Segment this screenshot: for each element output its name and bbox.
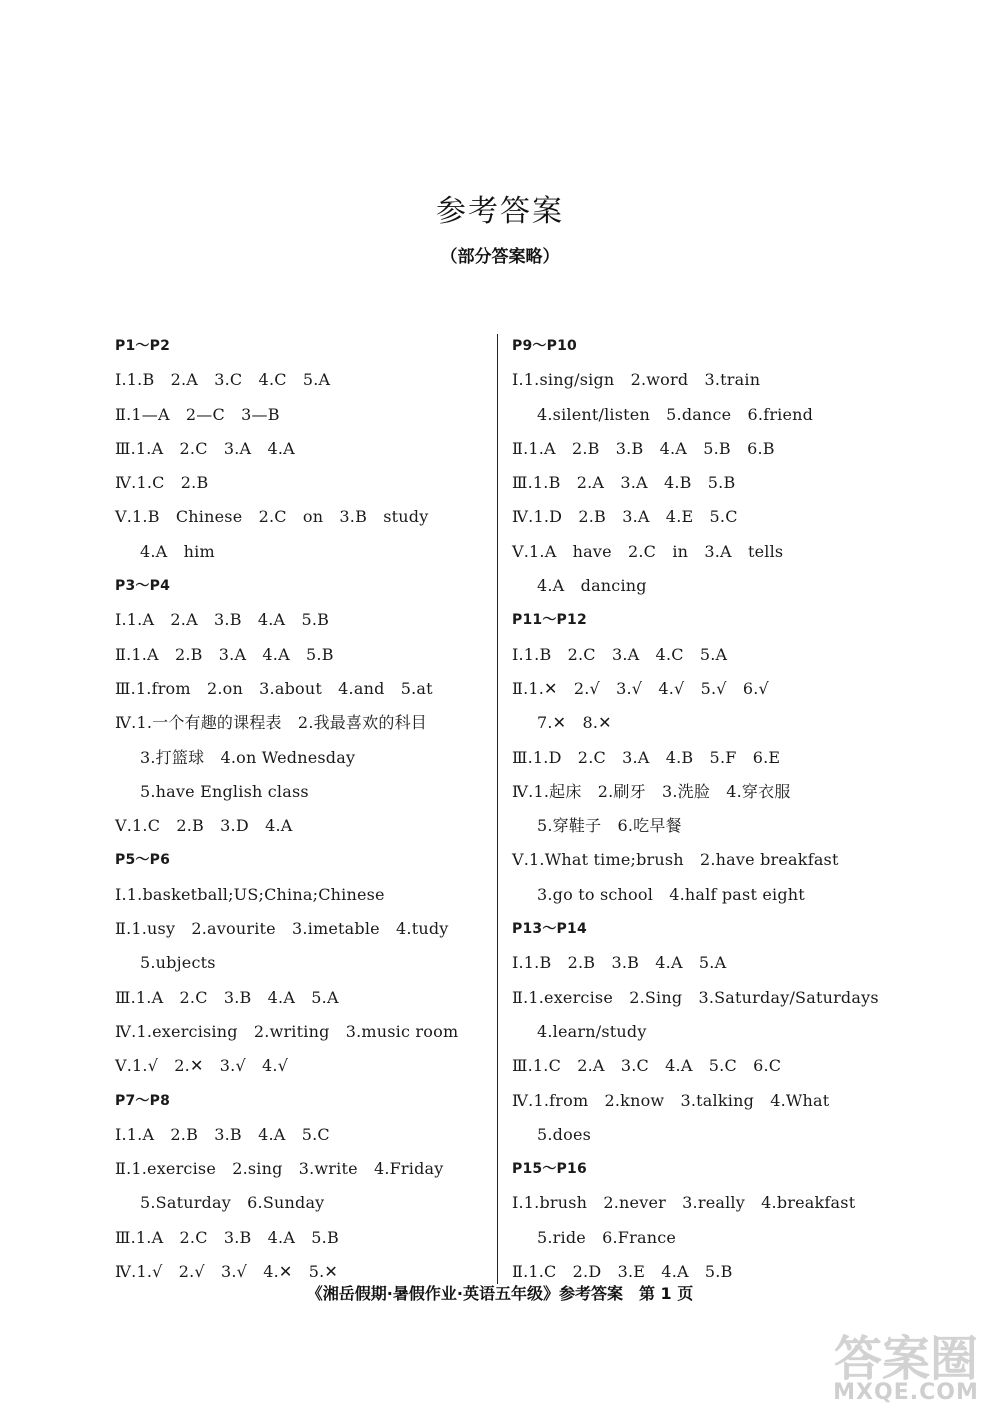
answer-line: Ⅳ.1.D 2.B 3.A 4.E 5.C bbox=[512, 507, 738, 527]
answer-line: Ⅳ.1.一个有趣的课程表 2.我最喜欢的科目 bbox=[115, 713, 428, 733]
answer-line: Ⅲ.1.C 2.A 3.C 4.A 5.C 6.C bbox=[512, 1056, 782, 1076]
answer-line: Ⅱ.1.A 2.B 3.B 4.A 5.B 6.B bbox=[512, 438, 775, 458]
section-heading: P7～P8 bbox=[115, 1092, 171, 1109]
answer-line: Ⅱ.1.A 2.B 3.A 4.A 5.B bbox=[115, 644, 334, 664]
section-heading: P3～P4 bbox=[115, 578, 171, 595]
answer-line: Ⅴ.1.C 2.B 3.D 4.A bbox=[115, 816, 293, 836]
answer-line: Ⅳ.1.from 2.know 3.talking 4.What bbox=[512, 1090, 830, 1110]
answer-line: Ⅳ.1.exercising 2.writing 3.music room bbox=[115, 1021, 459, 1041]
right-answer-column bbox=[512, 329, 912, 1289]
answer-line: 4.A him bbox=[140, 541, 215, 561]
answer-line: Ⅴ.1.What time;brush 2.have breakfast bbox=[512, 850, 839, 870]
answer-line: Ⅲ.1.A 2.C 3.B 4.A 5.A bbox=[115, 987, 339, 1007]
page-subtitle: （部分答案略） bbox=[440, 247, 560, 267]
answer-line: 5.have English class bbox=[140, 781, 309, 801]
section-heading: P11～P12 bbox=[512, 612, 587, 629]
answer-line: Ⅱ.1.exercise 2.sing 3.write 4.Friday bbox=[115, 1159, 444, 1179]
answer-line: Ⅱ.1.C 2.D 3.E 4.A 5.B bbox=[512, 1262, 733, 1282]
answer-line: Ⅴ.1.B Chinese 2.C on 3.B study bbox=[115, 507, 429, 527]
answer-line: Ⅳ.1.√ 2.√ 3.√ 4.✕ 5.✕ bbox=[115, 1262, 338, 1282]
answer-line: 5.ubjects bbox=[140, 953, 216, 973]
page-title: 参考答案 bbox=[436, 194, 564, 229]
answer-line: Ⅰ.1.B 2.A 3.C 4.C 5.A bbox=[115, 370, 331, 390]
section-heading: P5～P6 bbox=[115, 852, 171, 869]
answer-line: 5.does bbox=[537, 1124, 592, 1144]
answer-line: Ⅱ.1.exercise 2.Sing 3.Saturday/Saturdays bbox=[512, 987, 879, 1007]
answer-line: 5.Saturday 6.Sunday bbox=[140, 1193, 325, 1213]
answer-line: Ⅴ.1.A have 2.C in 3.A tells bbox=[512, 541, 784, 561]
answer-line: Ⅲ.1.from 2.on 3.about 4.and 5.at bbox=[115, 678, 433, 698]
page-footer: 《湘岳假期·暑假作业·英语五年级》参考答案 第 1 页 bbox=[306, 1284, 694, 1303]
answer-line: Ⅰ.1.B 2.C 3.A 4.C 5.A bbox=[512, 644, 728, 664]
section-heading: P1～P2 bbox=[115, 338, 171, 354]
answer-line: Ⅲ.1.D 2.C 3.A 4.B 5.F 6.E bbox=[512, 747, 781, 767]
answer-line: Ⅳ.1.起床 2.刷牙 3.洗脸 4.穿衣服 bbox=[512, 781, 791, 801]
section-heading: P9～P10 bbox=[512, 338, 577, 354]
answer-line: Ⅳ.1.C 2.B bbox=[115, 473, 209, 493]
answer-line: Ⅴ.1.√ 2.✕ 3.√ 4.√ bbox=[115, 1056, 289, 1076]
answer-line: Ⅲ.1.B 2.A 3.A 4.B 5.B bbox=[512, 473, 736, 493]
answer-line: Ⅰ.1.A 2.B 3.B 4.A 5.C bbox=[115, 1124, 330, 1144]
answer-line: 7.✕ 8.✕ bbox=[537, 713, 612, 733]
answer-line: 3.go to school 4.half past eight bbox=[537, 884, 805, 904]
answer-line: 4.silent/listen 5.dance 6.friend bbox=[537, 404, 814, 424]
answer-line: 3.打篮球 4.on Wednesday bbox=[140, 747, 356, 767]
answer-line: Ⅲ.1.A 2.C 3.B 4.A 5.B bbox=[115, 1227, 339, 1247]
answer-line: 4.learn/study bbox=[537, 1021, 647, 1041]
answer-line: Ⅰ.1.sing/sign 2.word 3.train bbox=[512, 370, 761, 390]
left-answer-column bbox=[115, 329, 485, 1289]
answer-line: Ⅲ.1.A 2.C 3.A 4.A bbox=[115, 438, 295, 458]
answer-line: Ⅰ.1.A 2.A 3.B 4.A 5.B bbox=[115, 610, 330, 630]
answer-line: Ⅰ.1.brush 2.never 3.really 4.breakfast bbox=[512, 1193, 856, 1213]
answer-line: Ⅰ.1.basketball;US;China;Chinese bbox=[115, 884, 385, 904]
answer-line: Ⅰ.1.B 2.B 3.B 4.A 5.A bbox=[512, 953, 727, 973]
watermark-url: MXQE.COM bbox=[833, 1380, 979, 1405]
answer-line: Ⅱ.1—A 2—C 3—B bbox=[115, 404, 280, 424]
answer-line: Ⅱ.1.usy 2.avourite 3.imetable 4.tudy bbox=[115, 919, 449, 939]
answer-line: 5.ride 6.France bbox=[537, 1227, 677, 1247]
section-heading: P15～P16 bbox=[512, 1161, 587, 1178]
column-divider bbox=[497, 334, 498, 1284]
watermark-text: 答案圈 bbox=[833, 1331, 978, 1387]
answer-line: 4.A dancing bbox=[537, 576, 647, 596]
watermark-logo bbox=[820, 1318, 992, 1410]
answer-line: 5.穿鞋子 6.吃早餐 bbox=[537, 816, 682, 836]
answer-line: Ⅱ.1.✕ 2.√ 3.√ 4.√ 5.√ 6.√ bbox=[512, 678, 769, 698]
section-heading: P13～P14 bbox=[512, 921, 587, 938]
